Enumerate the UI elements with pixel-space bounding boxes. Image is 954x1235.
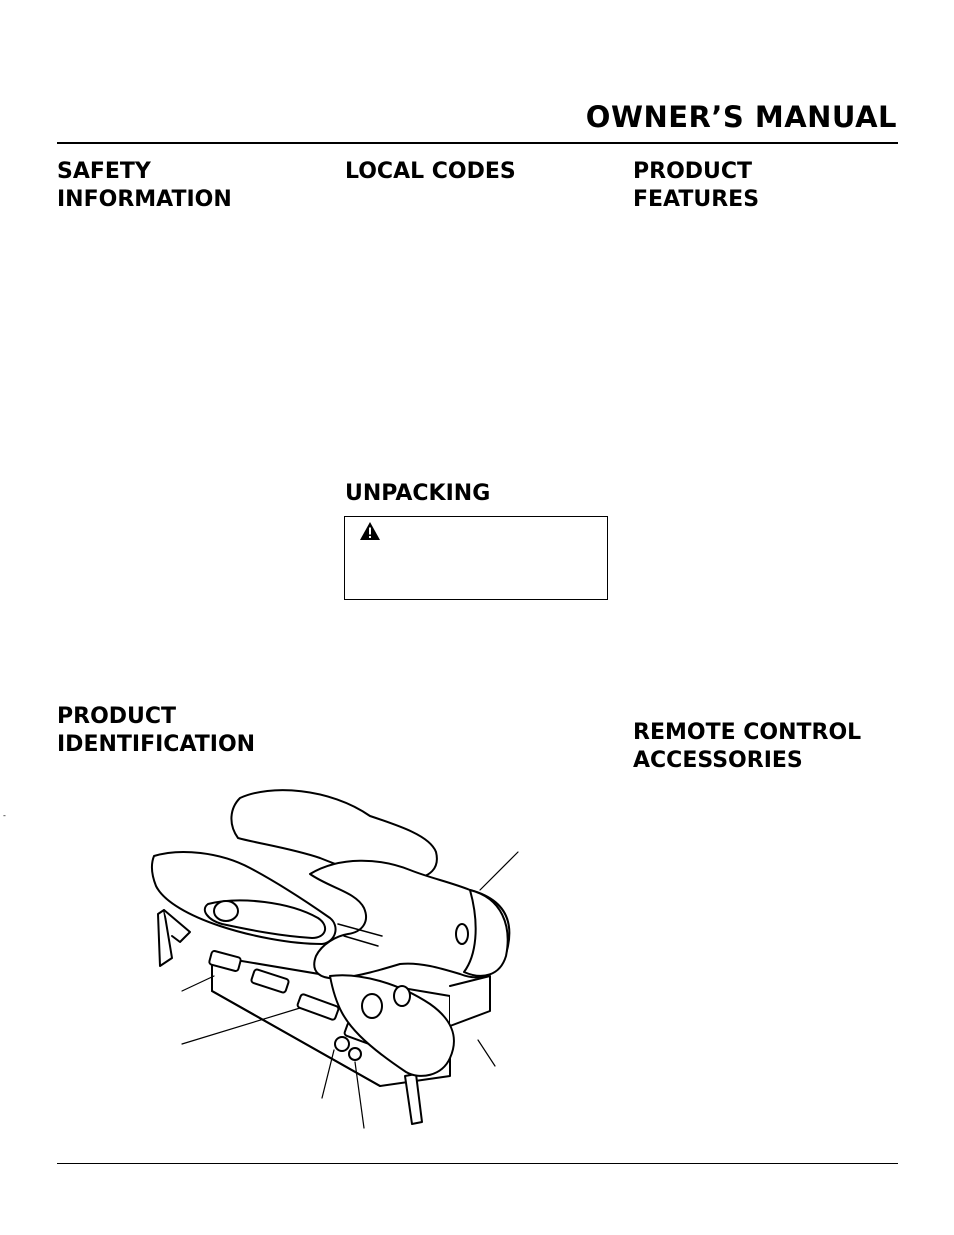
heading-remote-control-accessories: REMOTE CONTROL ACCESSORIES [633, 720, 862, 773]
control-knob [349, 1048, 361, 1060]
warning-box [344, 516, 608, 600]
heading-product-identification: PRODUCT IDENTIFICATION [57, 704, 256, 757]
gas-log-set-illustration [150, 786, 530, 1131]
heading-local-codes: LOCAL CODES [345, 159, 516, 184]
heading-safety-information: SAFETY INFORMATION [57, 159, 232, 212]
heading-product-features: PRODUCT FEATURES [633, 159, 760, 212]
support-leg [405, 1074, 422, 1124]
heading-unpacking: UNPACKING [345, 481, 491, 506]
control-knob [335, 1037, 349, 1051]
margin-tick: - [3, 811, 6, 820]
header-rule [57, 142, 898, 144]
warning-triangle-icon [359, 521, 381, 541]
footer-rule [57, 1163, 898, 1164]
page-title: OWNER’S MANUAL [585, 100, 897, 134]
